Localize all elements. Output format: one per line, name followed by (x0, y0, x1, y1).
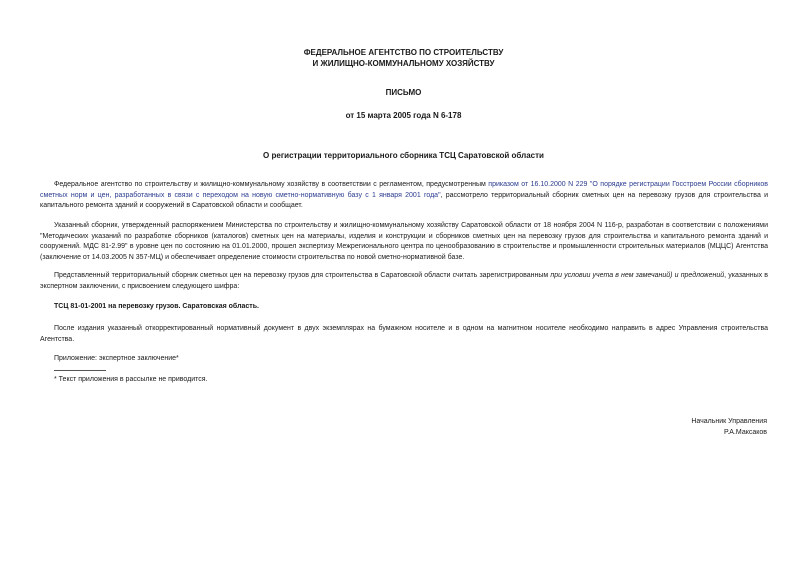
footnote: * Текст приложения в рассылке не приводится. (54, 376, 208, 383)
paragraph-1-after: , рассмотрело территориальный сборник сметных цен на перевозку грузов для строительства и капитального ремонта зданий и сооружений в Саратовской области и сообщает. (40, 191, 769, 209)
paragraph-2: Указанный сборник, утвержденный распоряжением Министерства по строительству и жилищно-коммунальному хозяйству Саратовской области от 18 ноября 2004 N 116-р, разработан в соответствии с положениями "Методических указаний по разработке сборников (каталогов) сметных цен на материалы, изделия и конструкции и сборников сметных цен на перевозку грузов для строительства и капитального ремонта зданий и сооружений. МДС 81-2.99" в уровне цен по состоянию на 01.01.2000, прошел экспертизу Межрегионального центра по ценообразованию в строительстве и промышленности строительных материалов (МЦЦС) Агентства (заключение от 14.03.2005 N 357-МЦ) и обеспечивает определение стоимости строительства по новой сметно-нормативной базе. (40, 222, 768, 261)
paragraph-3-before: Представленный территориальный сборник сметных цен на перевозку грузов для строительства в Саратовской области считать зарегистрированным (54, 272, 551, 279)
paragraph-5: После издания указанный откорректированный нормативный документ в двух экземплярах на бумажном носителе и в одном на магнитном носителе необходимо направить в адрес Управления строительства Агентства. (40, 325, 768, 343)
signature-position: Начальник Управления (691, 418, 767, 425)
paragraph-3 (40, 271, 768, 292)
document-title: О регистрации территориального сборника ТСЦ Саратовской области (263, 151, 544, 160)
signature-name: Р.А.Максаков (724, 428, 767, 436)
signature-block (691, 417, 767, 438)
document-type: ПИСЬМО (385, 88, 422, 97)
cipher-line: ТСЦ 81-01-2001 на перевозку грузов. Саратовская область. (54, 303, 259, 310)
paragraph-1-before: Федеральное агентство по строительству и жилищно-коммунальному хозяйству в соответствии с регламентом, предусмотренным (54, 181, 489, 188)
agency-line-2: И ЖИЛИЩНО-КОММУНАЛЬНОМУ ХОЗЯЙСТВУ (312, 59, 495, 68)
footnote-divider (54, 370, 106, 371)
agency-name (0, 47, 807, 69)
document-date: от 15 марта 2005 года N 6-178 (345, 111, 462, 120)
attachment-line: Приложение: экспертное заключение* (54, 355, 179, 362)
order-link[interactable]: приказом от 16.10.2000 N 229 "О порядке регистрации Госстроем России сборников сметных норм и цен, разработанных в связи с переходом на новую сметно-нормативную базу с 1 января 2001 года" (40, 181, 769, 199)
agency-line-1: ФЕДЕРАЛЬНОЕ АГЕНТСТВО ПО СТРОИТЕЛЬСТВУ (303, 48, 504, 57)
paragraph-3-after: , указанных в экспертном заключении, с присвоением следующего шифра: (40, 272, 768, 290)
paragraph-1 (40, 180, 768, 212)
paragraph-3-italic: при условии учета в нем замечаний) и предложений (550, 272, 725, 279)
